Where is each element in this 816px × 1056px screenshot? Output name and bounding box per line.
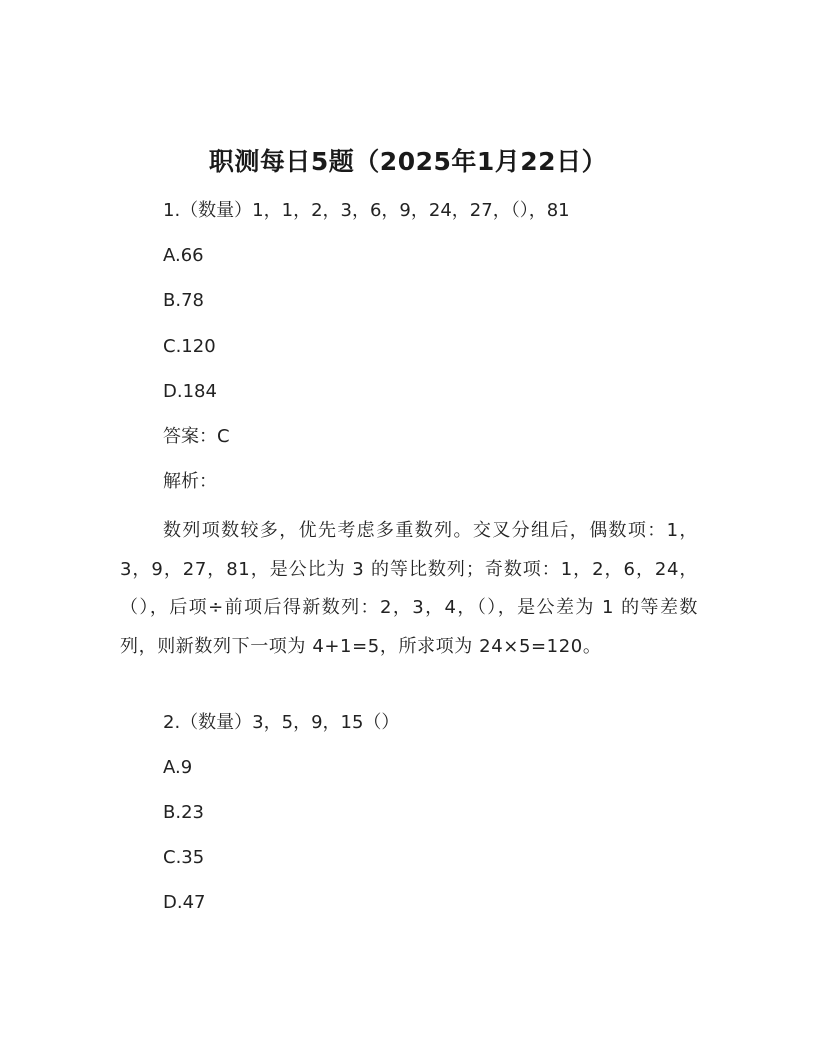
document-title: 职测每日5题（2025年1月22日） bbox=[208, 147, 608, 176]
question-1-stem: 1.（数量）1，1，2，3，6，9，24，27，（），81 bbox=[163, 200, 570, 221]
question-1-option-b: B.78 bbox=[163, 290, 204, 311]
question-1-analysis-label: 解析： bbox=[163, 471, 217, 492]
question-2-option-a: A.9 bbox=[163, 757, 193, 778]
question-1-option-d: D.184 bbox=[163, 381, 217, 402]
question-2-stem: 2.（数量）3，5，9，15（） bbox=[163, 712, 400, 733]
question-2-option-c: C.35 bbox=[163, 847, 205, 868]
question-1-answer: 答案：C bbox=[163, 426, 230, 447]
question-1-option-c: C.120 bbox=[163, 336, 216, 357]
question-1-analysis: 数列项数较多，优先考虑多重数列。交叉分组后，偶数项：1，3，9，27，81，是公比为 3 的等比数列；奇数项：1，2，6，24，（），后项÷前项后得新数列：2，3，4，（），是公差为 1 的等差数列，则新数列下一项为 4+1=5，所求项为 24×5=120。 bbox=[120, 520, 698, 657]
question-2-option-d: D.47 bbox=[163, 892, 206, 913]
question-2-option-b: B.23 bbox=[163, 802, 204, 823]
question-1-option-a: A.66 bbox=[163, 245, 204, 266]
